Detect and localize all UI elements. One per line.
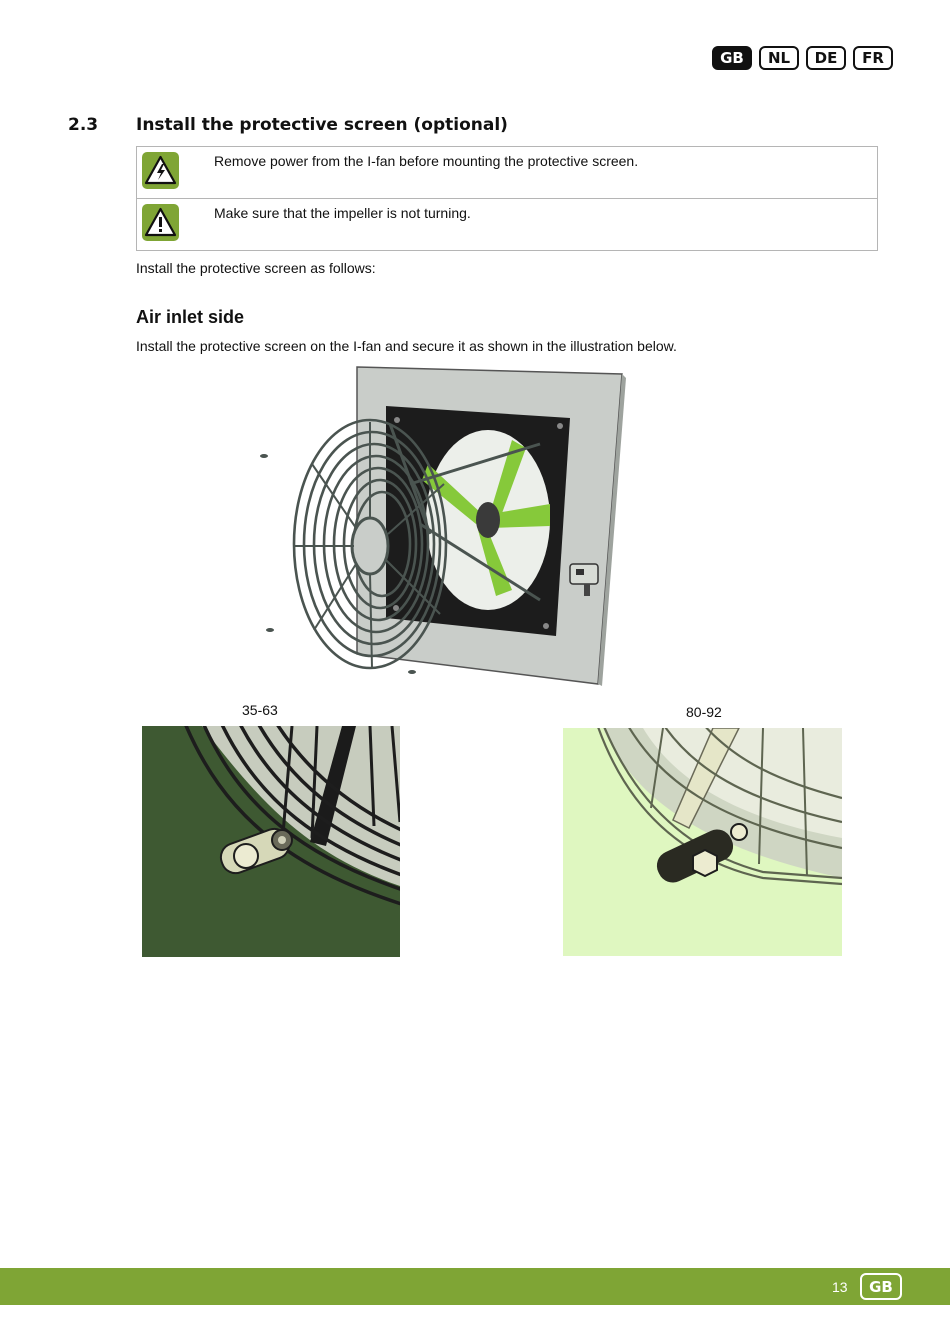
- subsection-title: Air inlet side: [136, 307, 245, 327]
- footer-language-badge: GB: [860, 1273, 902, 1300]
- section-title: Install the protective screen (optional): [136, 115, 508, 135]
- fan-illustration: [250, 364, 640, 688]
- language-tabs: [712, 46, 893, 70]
- warning-row: [137, 147, 877, 198]
- instruction-text: Install the protective screen on the I-fan and secure it as shown in the illustration below.: [136, 338, 677, 354]
- warning-text: Make sure that the impeller is not turning.: [214, 205, 471, 221]
- page-number: 13: [832, 1279, 848, 1295]
- detail-illustration-35-63: [142, 726, 400, 957]
- general-warning-icon: [142, 204, 179, 241]
- warning-row: [137, 198, 877, 250]
- warning-table: [136, 146, 878, 251]
- intro-text: Install the protective screen as follows:: [136, 260, 376, 276]
- electrical-hazard-icon: [142, 152, 179, 189]
- lang-tab-gb[interactable]: GB: [712, 46, 752, 70]
- lang-tab-de[interactable]: DE: [806, 46, 846, 70]
- detail-illustration-80-92: [563, 728, 842, 956]
- lang-tab-fr[interactable]: FR: [853, 46, 893, 70]
- section-number: 2.3: [68, 115, 99, 135]
- detail-label-35-63: 35-63: [242, 702, 278, 718]
- detail-label-80-92: 80-92: [686, 704, 722, 720]
- lang-tab-nl[interactable]: NL: [759, 46, 799, 70]
- footer-bar: [0, 1268, 950, 1305]
- warning-text: Remove power from the I-fan before mounting the protective screen.: [214, 153, 639, 169]
